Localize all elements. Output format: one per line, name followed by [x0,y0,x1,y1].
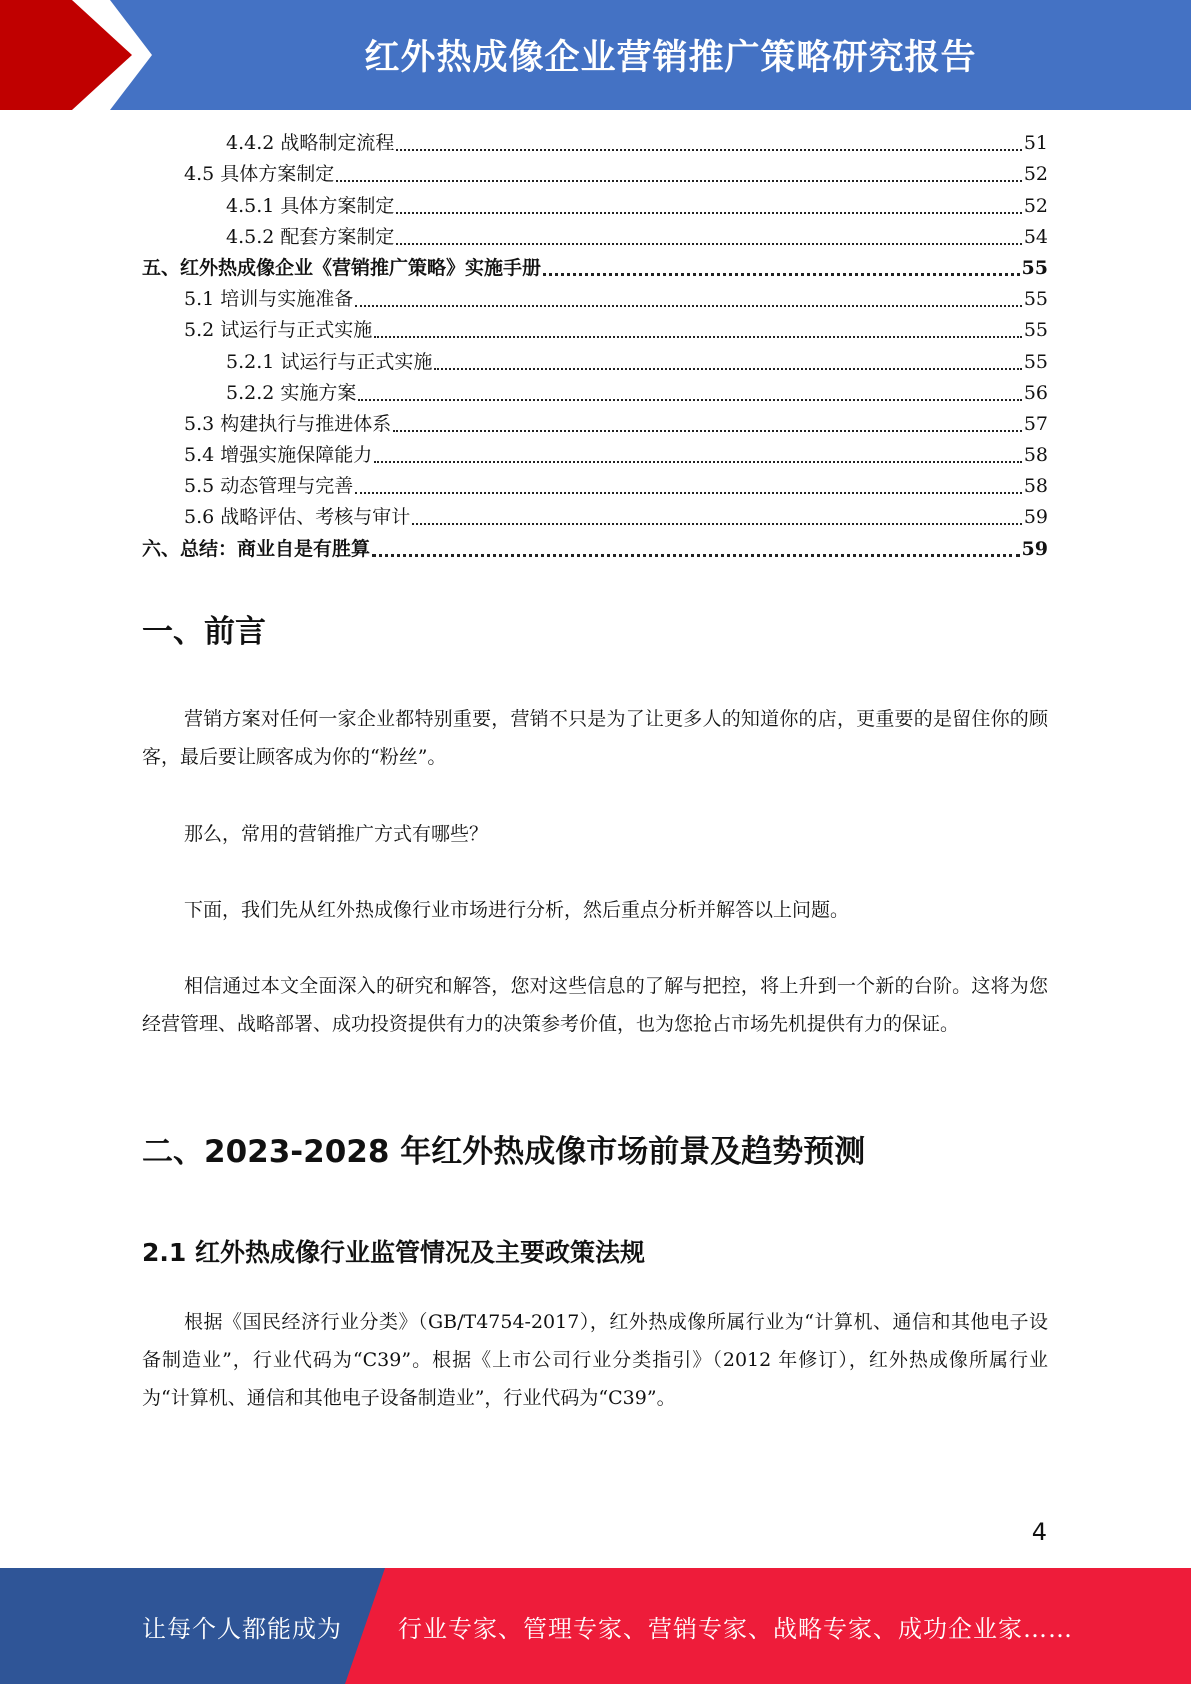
toc-entry-page: 59 [1023,506,1048,529]
toc-entry[interactable] [142,533,1048,564]
toc-entry-page: 56 [1023,381,1048,404]
toc-entry[interactable] [142,222,1048,253]
toc-entry[interactable] [142,253,1048,284]
paragraph: 营销方案对任何一家企业都特别重要，营销不只是为了让更多人的知道你的店，更重要的是留住你的顾客，最后要让顾客成为你的“粉丝”。 [142,708,1048,768]
toc-entry-title: 5.2.2 实施方案 [226,381,357,404]
toc-entry[interactable] [142,315,1048,346]
toc-entry-title: 六、总结：商业自是有胜算 [142,537,371,560]
toc-dot-leader [396,243,1021,245]
toc-entry[interactable] [142,159,1048,190]
toc-dot-leader [355,492,1022,494]
toc-entry-page: 52 [1023,194,1048,217]
toc-entry-title: 4.5 具体方案制定 [184,163,335,186]
toc-entry-title: 4.5.2 配套方案制定 [226,225,395,248]
paragraph: 下面，我们先从红外热成像行业市场进行分析，然后重点分析并解答以上问题。 [184,899,850,921]
page-number: 4 [1031,1518,1047,1546]
paragraph: 相信通过本文全面深入的研究和解答，您对这些信息的了解与把控，将上升到一个新的台阶。这将为您经营管理、战略部署、成功投资提供有力的决策参考价值，也为您抢占市场先机提供有力的保证。 [142,975,1048,1035]
toc-entry-page: 55 [1023,288,1048,311]
toc-entry-title: 5.5 动态管理与完善 [184,475,354,498]
section-heading-preface: 一、前言 [142,614,266,650]
toc-entry[interactable] [142,128,1048,159]
toc-entry-title: 5.1 培训与实施准备 [184,288,354,311]
footer-slogan-left: 让每个人都能成为 [142,1614,342,1643]
toc-entry[interactable] [142,284,1048,315]
toc-entry[interactable] [142,378,1048,409]
toc-dot-leader [393,430,1022,432]
toc-entry-page: 54 [1023,225,1048,248]
toc-entry-page: 57 [1023,412,1048,435]
toc-entry[interactable] [142,409,1048,440]
toc-entry-page: 59 [1021,537,1048,560]
toc-dot-leader [434,368,1021,370]
toc-entry-title: 5.2 试运行与正式实施 [184,319,373,342]
toc-entry[interactable] [142,471,1048,502]
header-banner [0,0,1191,110]
toc-dot-leader [358,399,1021,401]
toc-dot-leader [374,461,1022,463]
toc-entry[interactable] [142,502,1048,533]
toc-entry[interactable] [142,190,1048,221]
footer-slogan-right: 行业专家、管理专家、营销专家、战略专家、成功企业家…… [398,1614,1073,1643]
toc-dot-leader [374,336,1022,338]
section-heading-market-outlook: 二、2023-2028 年红外热成像市场前景及趋势预测 [142,1134,866,1170]
paragraph: 根据《国民经济行业分类》（GB/T4754-2017），红外热成像所属行业为“计算机、通信和其他电子设备制造业”，行业代码为“C39”。根据《上市公司行业分类指引》（2012 年修订），红外热成像所属行业为“计算机、通信和其他电子设备制造业”，行业代码为“C39”。 [142,1311,1048,1409]
toc-dot-leader [372,554,1020,557]
toc-dot-leader [396,212,1021,214]
toc-entry-title: 4.4.2 战略制定流程 [226,132,395,155]
toc-entry-page: 58 [1023,444,1048,467]
toc-entry-page: 58 [1023,475,1048,498]
toc-entry-page: 55 [1021,256,1048,279]
report-title: 红外热成像企业营销推广策略研究报告 [364,38,977,78]
toc-entry-title: 5.4 增强实施保障能力 [184,444,373,467]
toc-entry-title: 5.2.1 试运行与正式实施 [226,350,433,373]
toc-entry[interactable] [142,440,1048,471]
toc-dot-leader [355,305,1022,307]
toc-dot-leader [396,149,1021,151]
toc-entry-title: 五、红外热成像企业《营销推广策略》实施手册 [142,256,542,279]
toc-entry-page: 55 [1023,350,1048,373]
table-of-contents [142,128,1048,565]
toc-entry[interactable] [142,346,1048,377]
subsection-heading: 2.1 红外热成像行业监管情况及主要政策法规 [142,1238,645,1267]
toc-entry-title: 5.3 构建执行与推进体系 [184,412,392,435]
toc-entry-page: 55 [1023,319,1048,342]
paragraph: 那么，常用的营销推广方式有哪些？ [184,823,489,845]
toc-entry-title: 4.5.1 具体方案制定 [226,194,395,217]
toc-entry-page: 51 [1023,132,1048,155]
toc-entry-title: 5.6 战略评估、考核与审计 [184,506,411,529]
toc-entry-page: 52 [1023,163,1048,186]
toc-dot-leader [336,180,1022,182]
toc-dot-leader [412,523,1022,525]
toc-dot-leader [543,273,1020,276]
